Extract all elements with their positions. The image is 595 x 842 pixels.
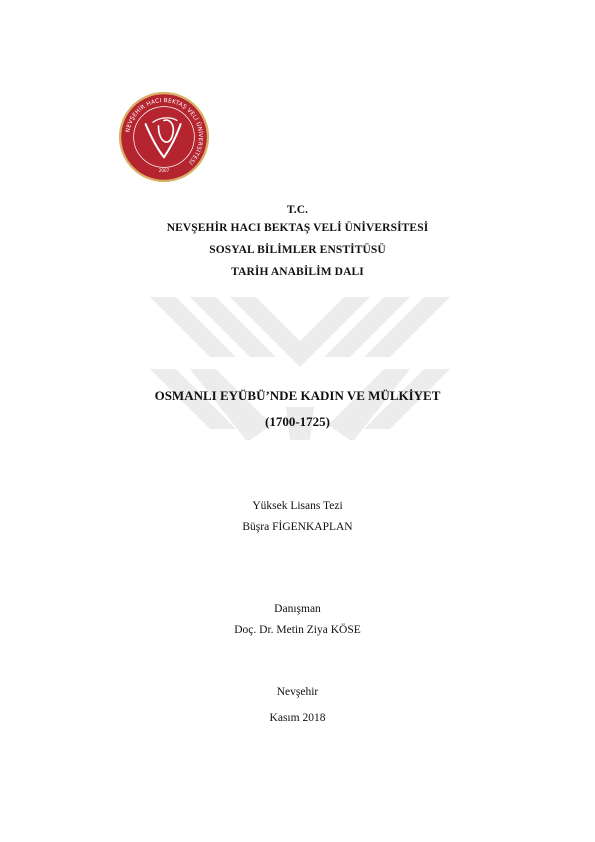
thesis-type: Yüksek Lisans Tezi [252, 500, 343, 512]
header-institute: SOSYAL BİLİMLER ENSTİTÜSÜ [209, 244, 386, 256]
advisor-label: Danışman [274, 603, 321, 615]
seal-year: 2007 [158, 167, 170, 173]
city: Nevşehir [276, 686, 319, 698]
header-department: TARİH ANABİLİM DALI [231, 266, 364, 278]
header-tc: T.C. [286, 204, 309, 216]
header-university: NEVŞEHİR HACI BEKTAŞ VELİ ÜNİVERSİTESİ [166, 222, 429, 234]
seal-ring-text: NEVŞEHİR HACI BEKTAŞ VELİ ÜNİVERSİTESİ [125, 97, 204, 166]
submission-date: Kasım 2018 [269, 712, 326, 724]
university-seal-logo [118, 91, 210, 183]
thesis-author: Büşra FİGENKAPLAN [242, 521, 353, 533]
thesis-title: OSMANLI EYÜBÜ’NDE KADIN VE MÜLKİYET [154, 388, 441, 403]
advisor-name: Doç. Dr. Metin Ziya KÖSE [234, 624, 361, 636]
thesis-years: (1700-1725) [265, 414, 330, 429]
